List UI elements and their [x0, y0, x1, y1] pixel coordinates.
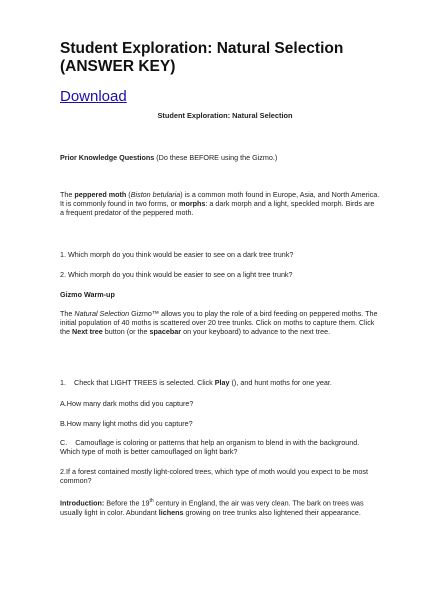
intro-text-4: : a dark morph and a light, speckled morph. Birds are a frequent predator of the peppered moth. — [60, 199, 375, 218]
question-2 — [60, 270, 380, 279]
step-1-text-a: Check that LIGHT TREES is selected. Click — [74, 378, 215, 387]
question-2-text: 2. Which morph do you think would be easier to see on a light tree trunk? — [60, 270, 293, 279]
intro-peppered-moth: peppered moth — [74, 190, 127, 199]
question-2b — [60, 467, 380, 485]
document-title: Student Exploration: Natural Selection — [157, 111, 293, 120]
intro-species-name: Biston betularia — [130, 190, 181, 199]
warmup-spacebar: spacebar — [149, 327, 182, 337]
page-title — [60, 40, 390, 76]
introduction-paragraph — [60, 497, 380, 517]
question-1 — [60, 250, 380, 259]
question-c-label: C. — [60, 438, 68, 447]
prior-heading-bold: Prior Knowledge Questions — [60, 153, 155, 162]
warmup-text-4: on your keyboard) to advance to the next tree. — [181, 327, 331, 337]
intro-paragraph — [60, 190, 380, 218]
warmup-paragraph — [60, 309, 380, 337]
warmup-next-tree: Next tree — [72, 327, 103, 337]
intro-text-3: ) is a common moth found in Europe, Asia, and North America. It is commonly found in two forms, or — [60, 190, 380, 209]
question-c — [60, 438, 380, 456]
step-1-play: Play — [214, 378, 230, 387]
warmup-text-3: button (or the — [102, 327, 150, 337]
question-a-text: A.How many dark moths did you capture? — [60, 399, 194, 408]
step-1 — [60, 378, 380, 387]
prior-knowledge-heading — [60, 153, 380, 162]
gizmo-warmup-heading — [60, 290, 380, 299]
download-link[interactable]: Download — [60, 88, 127, 105]
step-1-number: 1. — [60, 378, 66, 387]
question-c-text: Camouflage is coloring or patterns that help an organism to blend in with the background. Which type of moth is better camouflaged on light bark? — [60, 438, 360, 457]
introduction-heading: Introduction: — [60, 498, 105, 508]
warmup-heading-text: Gizmo Warm-up — [60, 290, 115, 299]
title-line-2: (ANSWER KEY) — [60, 58, 176, 75]
warmup-text-2: Gizmo™ allows you to play the role of a bird feeding on peppered moths. The initial population of 40 moths is scattered over 20 tree trunks. Click on moths to capture them. Click the — [60, 309, 378, 337]
introduction-text-2: century in England, the air was very clean. The bark on trees was usually light in color. Abundant — [60, 498, 364, 517]
intro-text-1: The — [60, 190, 75, 199]
introduction-text-3: growing on tree trunks also lightened their appearance. — [183, 507, 361, 517]
intro-text-2: ( — [126, 190, 131, 199]
question-b — [60, 419, 380, 428]
warmup-text-1: The — [60, 309, 75, 318]
question-b-text: B.How many light moths did you capture? — [60, 419, 193, 428]
prior-heading-note: (Do these BEFORE using the Gizmo.) — [154, 153, 278, 162]
question-2b-text: 2.If a forest contained mostly light-colored trees, which type of moth would you expect to be most common? — [60, 467, 369, 486]
page-header — [60, 40, 390, 106]
question-a — [60, 399, 380, 408]
introduction-text-1: Before the 19 — [104, 498, 150, 508]
step-1-text-b: (), and hunt moths for one year. — [229, 378, 332, 387]
title-line-1: Student Exploration: Natural Selection — [60, 40, 344, 57]
introduction-superscript: th — [149, 498, 154, 504]
warmup-gizmo-name: Natural Selection — [74, 309, 130, 318]
intro-morphs: morphs — [179, 199, 206, 209]
question-1-text: 1. Which morph do you think would be easier to see on a dark tree trunk? — [60, 250, 294, 259]
introduction-lichens: lichens — [158, 507, 184, 517]
